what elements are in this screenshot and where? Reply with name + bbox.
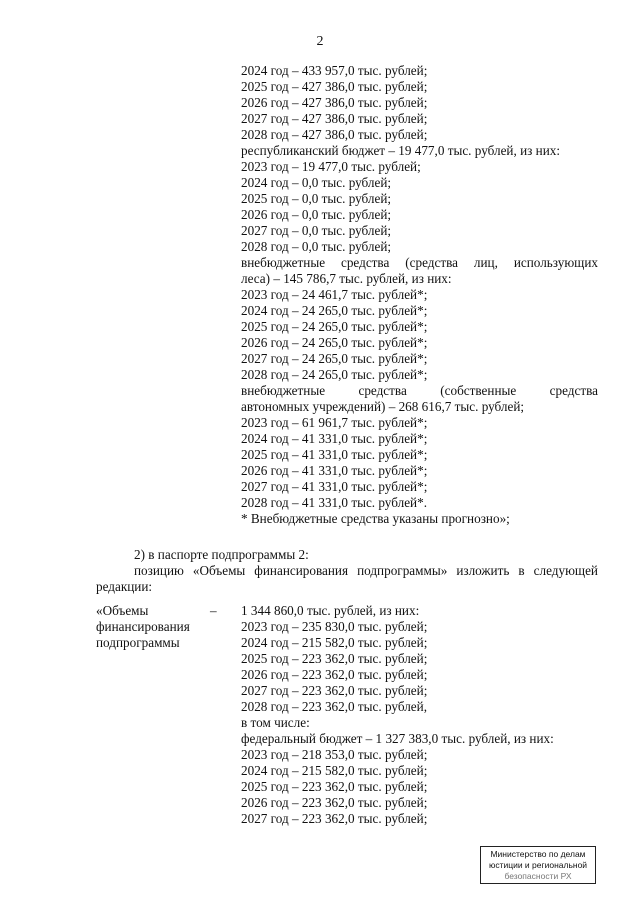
funding-line: 2023 год – 19 477,0 тыс. рублей; bbox=[241, 159, 421, 174]
table-label-line: «Объемы bbox=[96, 603, 149, 618]
stamp-line: Министерство по делам bbox=[490, 849, 586, 859]
funding-line: 2024 год – 0,0 тыс. рублей; bbox=[241, 175, 392, 190]
table-value-line: в том числе: bbox=[241, 715, 310, 730]
funding-line: 2024 год – 433 957,0 тыс. рублей; bbox=[241, 63, 428, 78]
section-instruction: позицию «Объемы финансирования подпрограммы» изложить в следующей bbox=[134, 563, 598, 578]
offbudget-forest-line: внебюджетные средства (средства лиц, использующих bbox=[241, 255, 598, 270]
funding-line: 2026 год – 24 265,0 тыс. рублей*; bbox=[241, 335, 428, 350]
table-value-line: 2027 год – 223 362,0 тыс. рублей; bbox=[241, 811, 428, 826]
footnote: * Внебюджетные средства указаны прогнозно»; bbox=[241, 511, 510, 526]
table-label-line: финансирования bbox=[96, 619, 190, 634]
stamp-line: юстиции и региональной bbox=[488, 860, 588, 870]
stamp-line: безопасности РХ bbox=[504, 871, 572, 881]
page-number: 2 bbox=[316, 34, 324, 49]
funding-line: 2027 год – 427 386,0 тыс. рублей; bbox=[241, 111, 428, 126]
funding-line: 2026 год – 427 386,0 тыс. рублей; bbox=[241, 95, 428, 110]
table-value-line: федеральный бюджет – 1 327 383,0 тыс. рублей, из них: bbox=[241, 731, 554, 746]
section-instruction-end: редакции: bbox=[96, 579, 153, 594]
table-value-line: 1 344 860,0 тыс. рублей, из них: bbox=[241, 603, 420, 618]
table-value-line: 2024 год – 215 582,0 тыс. рублей; bbox=[241, 635, 428, 650]
table-value-line: 2026 год – 223 362,0 тыс. рублей; bbox=[241, 795, 428, 810]
funding-line: 2023 год – 24 461,7 тыс. рублей*; bbox=[241, 287, 428, 302]
funding-line: 2028 год – 0,0 тыс. рублей; bbox=[241, 239, 392, 254]
table-value-line: 2025 год – 223 362,0 тыс. рублей; bbox=[241, 779, 428, 794]
republican-budget-line: республиканский бюджет – 19 477,0 тыс. рублей, из них: bbox=[241, 143, 561, 158]
table-value-line: 2023 год – 235 830,0 тыс. рублей; bbox=[241, 619, 428, 634]
funding-line: 2026 год – 0,0 тыс. рублей; bbox=[241, 207, 392, 222]
funding-line: 2027 год – 24 265,0 тыс. рублей*; bbox=[241, 351, 428, 366]
funding-line: 2023 год – 61 961,7 тыс. рублей*; bbox=[241, 415, 428, 430]
table-value-line: 2024 год – 215 582,0 тыс. рублей; bbox=[241, 763, 428, 778]
offbudget-forest-total: леса) – 145 786,7 тыс. рублей, из них: bbox=[241, 271, 452, 286]
funding-line: 2028 год – 427 386,0 тыс. рублей; bbox=[241, 127, 428, 142]
funding-line: 2025 год – 0,0 тыс. рублей; bbox=[241, 191, 392, 206]
offbudget-own-total: автономных учреждений) – 268 616,7 тыс. рублей; bbox=[241, 399, 525, 414]
funding-line: 2025 год – 427 386,0 тыс. рублей; bbox=[241, 79, 428, 94]
table-value-line: 2027 год – 223 362,0 тыс. рублей; bbox=[241, 683, 428, 698]
table-value-line: 2025 год – 223 362,0 тыс. рублей; bbox=[241, 651, 428, 666]
funding-line: 2024 год – 41 331,0 тыс. рублей*; bbox=[241, 431, 428, 446]
funding-line: 2025 год – 41 331,0 тыс. рублей*; bbox=[241, 447, 428, 462]
table-value-line: 2028 год – 223 362,0 тыс. рублей, bbox=[241, 699, 427, 714]
funding-line: 2028 год – 24 265,0 тыс. рублей*; bbox=[241, 367, 428, 382]
funding-line: 2025 год – 24 265,0 тыс. рублей*; bbox=[241, 319, 428, 334]
funding-line: 2024 год – 24 265,0 тыс. рублей*; bbox=[241, 303, 428, 318]
table-dash: – bbox=[210, 603, 217, 618]
table-label-line: подпрограммы bbox=[96, 635, 180, 650]
funding-line: 2028 год – 41 331,0 тыс. рублей*. bbox=[241, 495, 427, 510]
funding-line: 2027 год – 41 331,0 тыс. рублей*; bbox=[241, 479, 428, 494]
offbudget-own-line: внебюджетные средства (собственные средства bbox=[241, 383, 598, 398]
section-heading: 2) в паспорте подпрограммы 2: bbox=[134, 547, 309, 562]
registration-stamp bbox=[480, 846, 596, 884]
table-value-line: 2023 год – 218 353,0 тыс. рублей; bbox=[241, 747, 428, 762]
funding-line: 2026 год – 41 331,0 тыс. рублей*; bbox=[241, 463, 428, 478]
funding-line: 2027 год – 0,0 тыс. рублей; bbox=[241, 223, 392, 238]
table-value-line: 2026 год – 223 362,0 тыс. рублей; bbox=[241, 667, 428, 682]
